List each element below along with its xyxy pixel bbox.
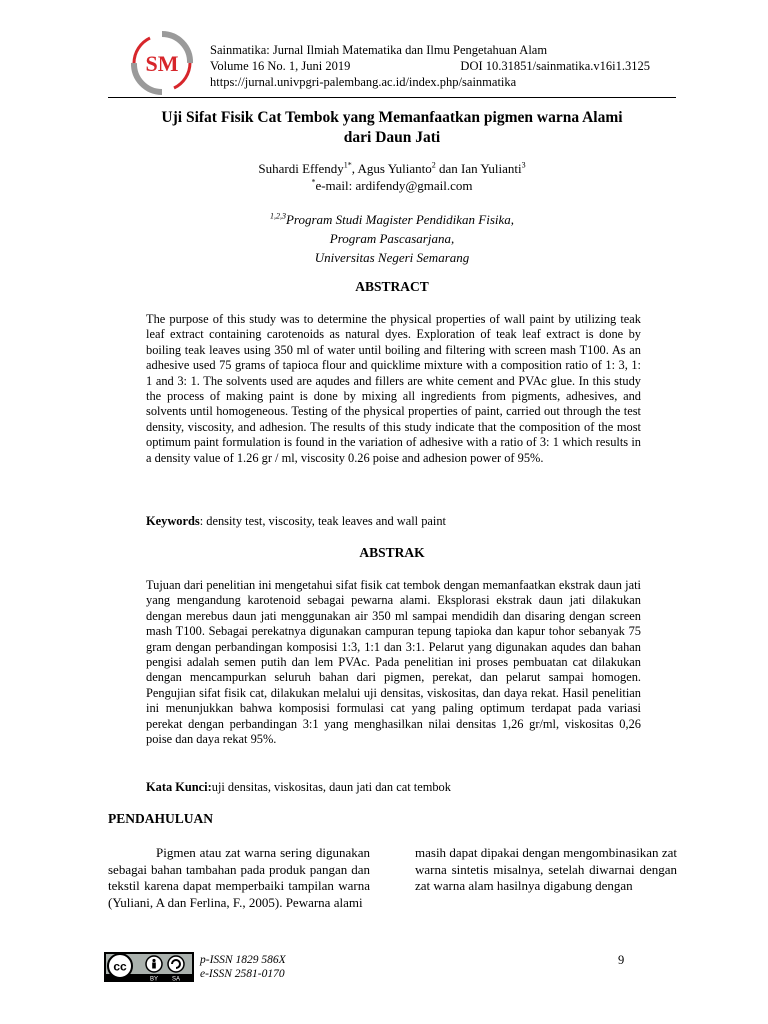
affiliation <box>108 210 676 267</box>
author-1-sup: 1* <box>343 160 352 170</box>
kata-kunci-text: uji densitas, viskositas, daun jati dan cat tembok <box>211 780 451 794</box>
email-sup: * <box>311 177 316 187</box>
author-list <box>108 161 676 177</box>
affiliation-sup: 1,2,3 <box>269 211 286 221</box>
intro-left-column: Pigmen atau zat warna sering digunakan sebagai bahan tambahan pada produk pangan dan tekstil karena dapat memperbaiki tampilan warna (Yuliani, A dan Ferlina, F., 2005). Pewarna alami <box>108 845 370 910</box>
cc-license-icon <box>104 952 194 982</box>
author-email <box>108 178 676 194</box>
author-3-sup: 3 <box>521 160 526 170</box>
volume-info: Volume 16 No. 1, Juni 2019 <box>210 59 351 73</box>
intro-right-column: masih dapat dipakai dengan mengombinasikan zat warna sintetis misalnya, setelah diwarnai dengan zat warna alam hasilnya digabung dengan <box>415 845 677 893</box>
author-1: Suhardi Effendy <box>258 161 344 176</box>
logo-text: SM <box>145 51 179 76</box>
abstrak-heading: ABSTRAK <box>359 545 425 560</box>
affiliation-line-1: Program Studi Magister Pendidikan Fisika, <box>285 212 515 227</box>
header-divider <box>108 97 676 98</box>
author-3: dan Ian Yulianti <box>435 161 522 176</box>
abstrak-keywords <box>146 780 641 795</box>
title-line-2: dari Daun Jati <box>343 129 441 146</box>
kata-kunci-label: Kata Kunci: <box>146 780 212 794</box>
author-2-sup: 2 <box>431 160 436 170</box>
abstract-body: The purpose of this study was to determine the physical properties of wall paint by utilizing teak leaf extract containing carotenoids as natural dyes. Exploration of teak leaf extract is done by boiling teak leaves using 350 ml of water until boiling and filtering with screen mash T100. As an adhesive used 75 grams of tapioca flour and quicklime mixture with a composition ratio of 1: 3, 1: 1 and 3: 1. The solvents used are aqudes and fillers are white cement and PVAc glue. In this study the process of making paint is done by mixing all ingredients from pigments, adhesives, and solvents until homogeneous. Testing of the physical properties of paint, carried out through the test density, viscosity, and adhesion. The results of this study indicate that the composition of the most optimum paint formulation is found in the variation of adhesive with a ratio of 3: 1 which results in a density value of 1.26 gr / ml, viscosity 0.26 poise and adhesion power of 95%. <box>146 312 641 465</box>
paper-title <box>108 108 676 148</box>
email-text: e-mail: ardifendy@gmail.com <box>315 178 473 193</box>
title-line-1: Uji Sifat Fisik Cat Tembok yang Memanfaatkan pigmen warna Alami <box>161 109 623 126</box>
introduction-heading: PENDAHULUAN <box>108 811 214 826</box>
keywords-label: Keywords <box>146 514 200 528</box>
cc-by: BY <box>149 976 159 982</box>
journal-url[interactable]: https://jurnal.univpgri-palembang.ac.id/index.php/sainmatika <box>210 75 517 89</box>
issn-info <box>200 953 286 981</box>
abstrak-body: Tujuan dari penelitian ini mengetahui sifat fisik cat tembok dengan memanfaatkan ekstrak daun jati yang mengandung karotenoid sebagai pewarna alami. Eksplorasi ekstrak daun jati dilakukan dengan merebus daun jati menggunakan air 350 ml sampai mendidih dan disaring dengan screen mash T100. Sebagai perekatnya digunakan campuran tepung tapioka dan kapur tohor sebanyak 75 gram dengan perbandingan komposisi 1:3, 1:1 dan 3:1. Pelarut yang digunakan aqudes dan bahan pengisi adalah semen putih dan lem PVAc. Pada penelitian ini proses pembuatan cat dilakukan dengan mencampurkan seluruh bahan dari pigmen, perekat, dan pelarut sampai homogen. Pengujian sifat fisik cat, dilakukan melalui uji densitas, viskositas, dan daya rekat. Hasil penelitian ini menunjukkan bahwa komposisi formulasi cat yang paling optimum terdapat pada variasi perekat dengan perbandingan 3:1 yang menghasilkan nilai densitas 1,26 gr/ml, viskositas 0,26 poise dan daya rekat 95%. <box>146 578 641 747</box>
author-2: , Agus Yulianto <box>351 161 432 176</box>
cc-text: cc <box>113 959 127 974</box>
abstract-keywords <box>146 514 641 529</box>
affiliation-line-3: Universitas Negeri Semarang <box>314 250 470 265</box>
e-issn: e-ISSN 2581-0170 <box>200 968 285 980</box>
page-number: 9 <box>618 953 625 967</box>
p-issn: p-ISSN 1829 586X <box>200 954 286 966</box>
affiliation-line-2: Program Pascasarjana, <box>329 231 455 246</box>
abstract-heading: ABSTRACT <box>355 279 429 294</box>
journal-logo <box>130 30 194 96</box>
journal-header <box>210 42 650 90</box>
journal-name: Sainmatika: Jurnal Ilmiah Matematika dan Ilmu Pengetahuan Alam <box>210 43 548 57</box>
doi: DOI 10.31851/sainmatika.v16i1.3125 <box>460 59 650 73</box>
cc-sa: SA <box>171 976 181 982</box>
keywords-text: : density test, viscosity, teak leaves and wall paint <box>199 514 446 528</box>
